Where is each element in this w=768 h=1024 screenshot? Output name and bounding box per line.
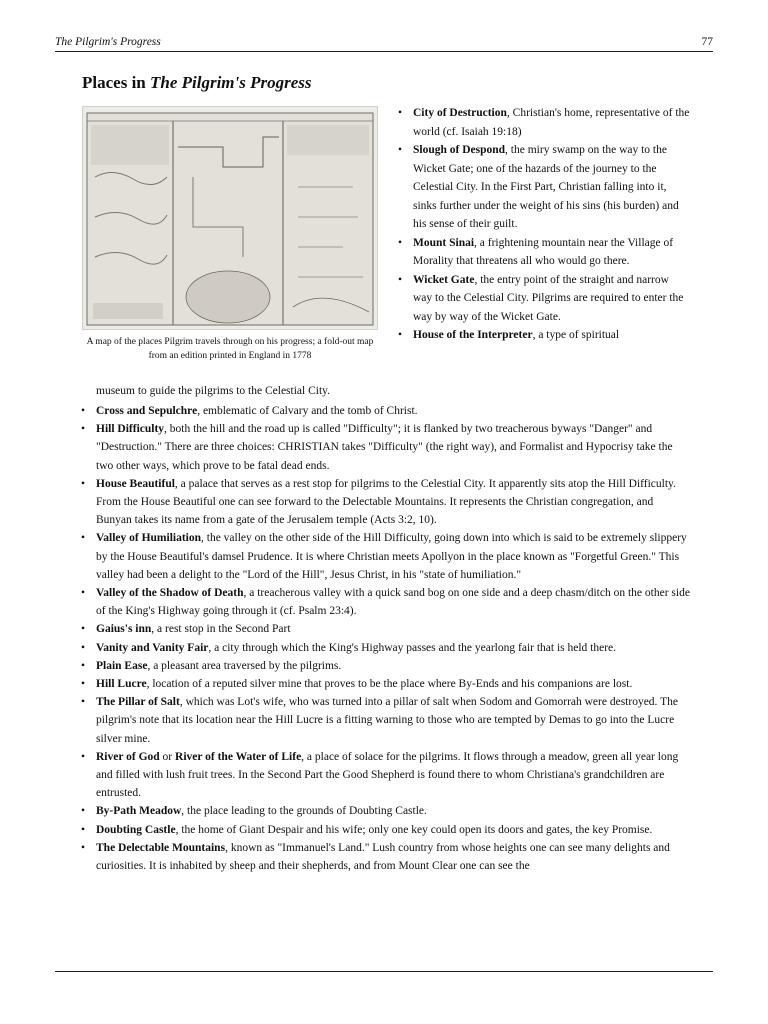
place-description: , Christian's home, representative of the world (cf. Isaiah 19:18) bbox=[413, 107, 690, 138]
place-term: Doubting Castle bbox=[96, 823, 176, 836]
place-term: Plain Ease bbox=[96, 659, 148, 672]
place-term: River of God bbox=[96, 750, 160, 763]
place-description: , the entry point of the straight and narrow way to the Celestial City. Pilgrims are required to enter the way by way of the Wicket Gate. bbox=[413, 273, 684, 323]
heading-prefix: Places in bbox=[82, 73, 150, 92]
place-description: , which was Lot's wife, who was turned into a pillar of salt when Sodom and Gomorrah were destroyed. The pilgrim's note that its location near the Hill Lucre is a fitting warning to those who are tempted by Demas to go into the Lucre silver mine. bbox=[96, 696, 678, 745]
map-illustration bbox=[83, 107, 377, 329]
place-description: , a palace that serves as a rest stop for pilgrims to the Celestial City. It apparently sits atop the Hill Difficulty. From the House Beautiful one can see forward to the Delectable Mountains. It represents the Christian congregation, and Bunyan takes its name from a gate of the Jerusalem temple (Acts 3:2, 10). bbox=[96, 477, 676, 527]
place-connector: or bbox=[159, 750, 176, 763]
place-description: , the valley on the other side of the Hill Difficulty, going down into which is said to be extremely slippery by the House Beautiful's damsel Prudence. It is where Christian meets Apollyon in the place known as "Forgetful Green." This valley had been a delight to the "Lord of the Hill", Jesus Christ, in his "state of humiliation." bbox=[96, 532, 687, 581]
map-figure bbox=[82, 106, 378, 363]
list-item bbox=[81, 748, 691, 803]
list-item bbox=[398, 271, 690, 327]
place-description: , the place leading to the grounds of Doubting Castle. bbox=[181, 805, 427, 818]
list-item bbox=[81, 420, 691, 475]
place-description: , a place of solace for the pilgrims. It flows through a meadow, green all year long and filled with lush fruit trees. In the Second Part the Good Shepherd is found there to whom Christiana's grandchildren are entrusted. bbox=[96, 750, 679, 800]
place-description: , a pleasant area traversed by the pilgrims. bbox=[147, 659, 342, 672]
place-term: Hill Difficulty bbox=[96, 423, 165, 436]
place-term: Vanity and Vanity Fair bbox=[96, 641, 209, 654]
place-term: City of Destruction bbox=[413, 107, 507, 119]
place-term: Slough of Despond bbox=[413, 144, 506, 156]
running-title: The Pilgrim's Progress bbox=[55, 36, 161, 48]
place-term: Wicket Gate bbox=[413, 273, 475, 286]
list-item bbox=[81, 584, 691, 620]
list-item bbox=[81, 675, 691, 693]
list-item bbox=[81, 639, 691, 657]
place-description: , both the hill and the road up is called "Difficulty"; it is flanked by two treacherous byways "Danger" and "Destruction." There are three choices: CHRISTIAN takes "Difficulty" (the right way), and Formalist and Hypocrisy take the two other ways, which prove to be fatal dead ends. bbox=[96, 423, 673, 472]
place-term: The Pillar of Salt bbox=[96, 696, 180, 709]
page-number: 77 bbox=[701, 36, 713, 48]
figure-caption: A map of the places Pilgrim travels through on his progress; a fold-out map from an edition printed in England in 1778 bbox=[86, 337, 374, 361]
heading-title-italic: The Pilgrim's Progress bbox=[150, 73, 312, 92]
place-description: , a type of spiritual bbox=[532, 329, 620, 341]
list-item bbox=[81, 839, 691, 875]
place-description: , the miry swamp on the way to the Wicket Gate; one of the hazards of the journey to the Celestial City. In the First Part, Christian falling into it, sinks further under the weight of his sins (his burden) and his sense of their guilt. bbox=[413, 144, 679, 230]
place-description: , known as "Immanuel's Land." Lush country from whose heights one can see many delights and curiosities. It is inhabited by sheep and their shepherds, and from Mount Clear one can see the bbox=[96, 841, 670, 873]
section-heading bbox=[82, 73, 312, 93]
place-description: , a frightening mountain near the Village of Morality that threatens all who would go there. bbox=[413, 236, 674, 267]
place-description: , a treacherous valley with a quick sand bog on one side and a deep chasm/ditch on the other side of the King's Highway going through it (cf. Psalm 23:4). bbox=[96, 587, 690, 618]
places-list-top bbox=[398, 104, 690, 345]
place-description: , location of a reputed silver mine that proves to be the place where By-Ends and his companions are lost. bbox=[146, 678, 633, 691]
place-term: Cross and Sepulchre bbox=[96, 405, 198, 417]
list-item bbox=[81, 402, 691, 420]
place-term: Mount Sinai bbox=[413, 236, 475, 249]
list-item bbox=[81, 657, 691, 675]
place-term: Valley of the Shadow of Death bbox=[96, 587, 244, 600]
place-description: , emblematic of Calvary and the tomb of Christ. bbox=[197, 405, 418, 417]
places-list-main bbox=[81, 402, 691, 875]
list-item-continuation: museum to guide the pilgrims to the Celestial City. bbox=[96, 385, 331, 397]
list-item bbox=[398, 234, 690, 271]
place-description: , a city through which the King's Highway passes and the yearlong fair that is held there. bbox=[208, 641, 617, 654]
footer-rule bbox=[55, 971, 713, 972]
list-item bbox=[81, 529, 691, 584]
list-item bbox=[81, 821, 691, 839]
place-term: House Beautiful bbox=[96, 477, 175, 490]
list-item bbox=[398, 104, 690, 141]
place-term: By-Path Meadow bbox=[96, 805, 182, 818]
place-term-alt: River of the Water of Life bbox=[175, 750, 302, 763]
running-header bbox=[55, 36, 713, 52]
place-term: Gaius's inn bbox=[96, 623, 152, 636]
list-item bbox=[81, 693, 691, 748]
place-term: House of the Interpreter bbox=[413, 329, 533, 341]
list-item bbox=[81, 802, 691, 820]
list-item bbox=[81, 475, 691, 530]
list-item bbox=[81, 620, 691, 638]
place-term: Valley of Humiliation bbox=[96, 532, 201, 545]
place-term: Hill Lucre bbox=[96, 678, 147, 691]
place-description: , the home of Giant Despair and his wife; only one key could open its doors and gates, the key Promise. bbox=[175, 823, 653, 836]
list-item bbox=[398, 326, 690, 345]
list-item bbox=[398, 141, 690, 234]
place-description: , a rest stop in the Second Part bbox=[151, 623, 291, 636]
place-term: The Delectable Mountains bbox=[96, 841, 226, 854]
map-image bbox=[82, 106, 378, 330]
